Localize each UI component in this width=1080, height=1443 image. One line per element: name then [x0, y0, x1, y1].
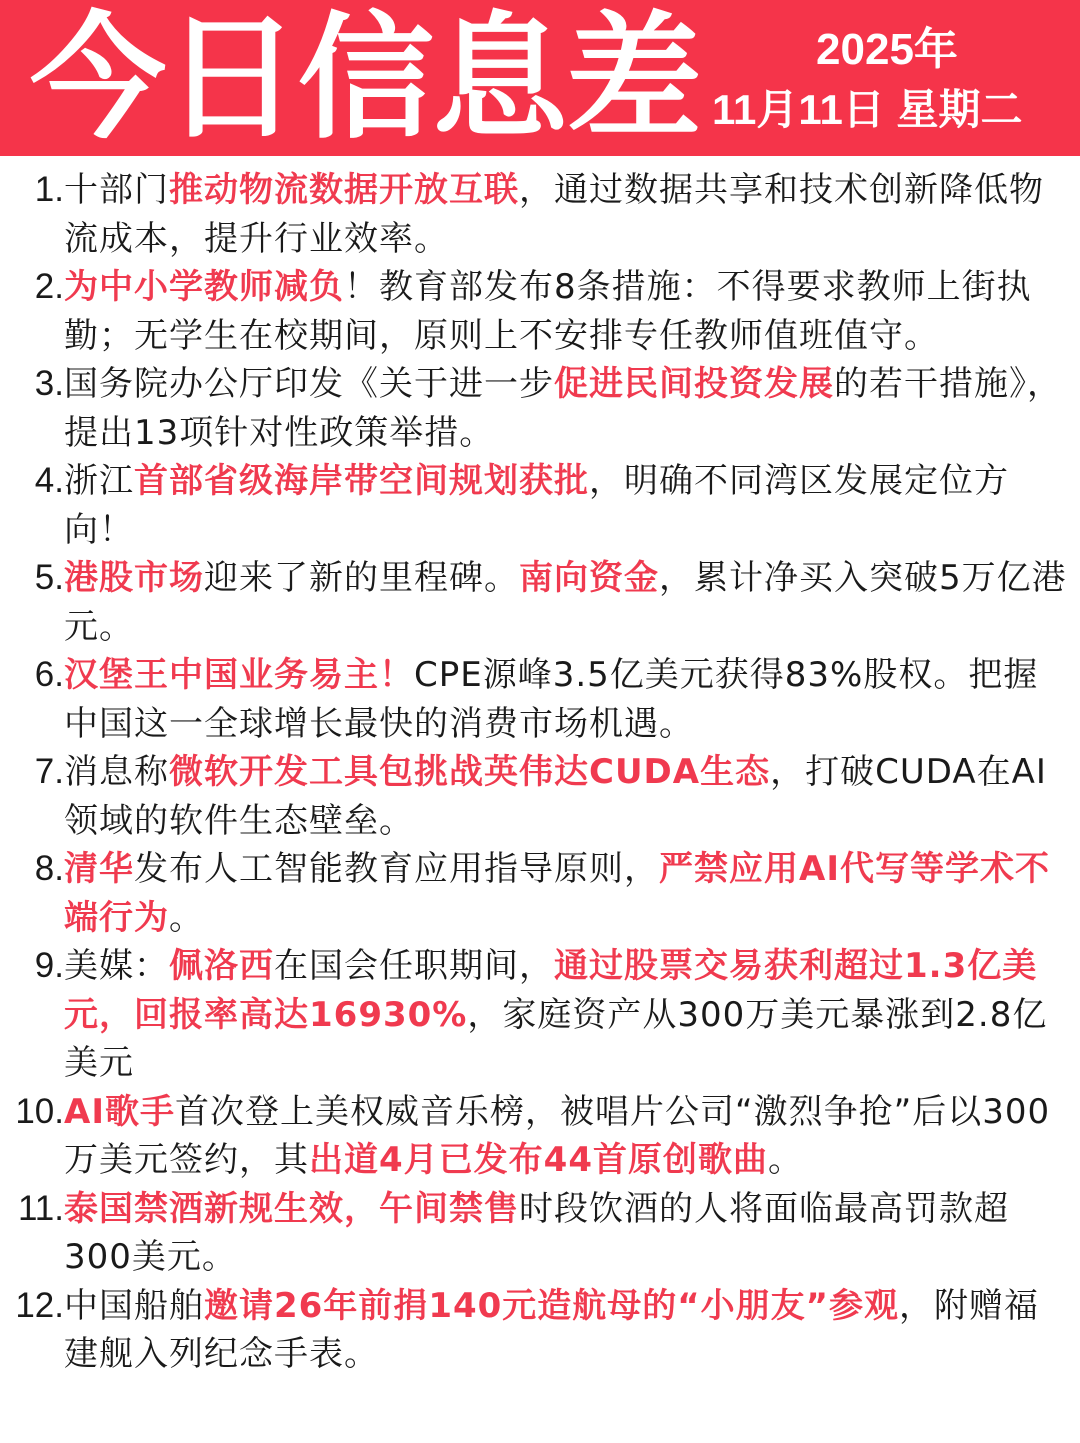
news-item: [0, 263, 1080, 360]
body-text: ，通过数据共享和技术创新降低物流成本，提升行业效率。: [64, 170, 1044, 259]
header-date: 11月11日 星期二: [712, 86, 1023, 133]
highlight-text: 微软开发工具包挑战英伟达CUDA生态: [169, 752, 771, 792]
body-text: ，明确不同湾区发展定位方向！: [64, 461, 1009, 550]
news-item: [0, 942, 1080, 1088]
body-text: ！教育部发布8条措施：不得要求教师上街执勤；无学生在校期间，原则上不安排专任教师值班值守。: [64, 267, 1032, 356]
news-item-number: 8.: [34, 849, 64, 888]
news-item-number: 6.: [34, 655, 64, 694]
news-item-text: [64, 263, 1070, 360]
highlight-text: 南向资金: [519, 558, 659, 598]
body-text: 。: [169, 897, 204, 938]
highlight-text: 佩洛西: [169, 946, 274, 986]
news-item-text: [64, 360, 1070, 457]
body-text: ，家庭资产从300万美元暴涨到2.8亿美元: [64, 994, 1048, 1083]
highlight-text: 泰国禁酒新规生效，午间禁售: [64, 1188, 519, 1229]
header-banner: [0, 0, 1080, 156]
news-item: [0, 360, 1080, 457]
news-item-number: 11.: [17, 1188, 64, 1228]
body-text: ，附赠福建舰入列纪念手表。: [64, 1285, 1039, 1374]
body-text: 的若干措施》，提出13项针对性政策举措。: [64, 364, 1062, 453]
news-item-text: [64, 845, 1070, 942]
highlight-text: AI歌手: [64, 1091, 175, 1132]
body-text: 迎来了新的里程碑。: [204, 558, 519, 598]
highlight-text: 汉堡王中国业务易主！: [64, 655, 414, 695]
highlight-text: 为中小学教师减负: [64, 267, 344, 307]
highlight-text: 邀请26年前捐140元造航母的“小朋友”参观: [204, 1285, 899, 1326]
body-text: 消息称: [64, 752, 169, 792]
news-item-text: [64, 1185, 1070, 1282]
news-item-number: 10.: [15, 1091, 64, 1131]
news-item: [0, 166, 1080, 263]
body-text: 发布人工智能教育应用指导原则，: [134, 849, 659, 889]
news-item-text: [64, 748, 1070, 845]
page-title: 今日信息差: [30, 0, 700, 156]
news-item-text: [64, 457, 1070, 554]
highlight-text: 通过股票交易获利超过1.3亿美元，回报率高达16930%: [64, 946, 1038, 1035]
news-item: [0, 457, 1080, 554]
news-item-number: 4.: [34, 461, 64, 500]
news-item: [0, 1185, 1080, 1282]
body-text: 美媒：: [64, 946, 169, 986]
highlight-text: 出道4月已发布44首原创歌曲: [309, 1140, 768, 1180]
highlight-text: 港股市场: [64, 558, 204, 598]
body-text: ，累计净买入突破5万亿港元。: [64, 558, 1067, 647]
news-item-number: 3.: [34, 364, 64, 403]
news-item-number: 5.: [34, 558, 64, 597]
news-item-text: [64, 166, 1070, 263]
highlight-text: 促进民间投资发展: [554, 364, 834, 404]
body-text: 浙江: [64, 461, 134, 501]
highlight-text: 推动物流数据开放互联: [169, 170, 519, 210]
news-item-number: 2.: [34, 267, 64, 306]
body-text: 。: [767, 1140, 803, 1180]
news-item-number: 9.: [34, 946, 64, 985]
header-year: 2025年: [816, 25, 958, 74]
body-text: 时段饮酒的人将面临最高罚款超300美元。: [64, 1188, 1009, 1277]
news-item-text: [64, 1088, 1070, 1185]
highlight-text: 首部省级海岸带空间规划获批: [134, 461, 589, 501]
news-item: [0, 748, 1080, 845]
news-list: [0, 166, 1080, 1379]
news-item-text: [64, 651, 1070, 748]
body-text: 首次登上美权威音乐榜，被唱片公司“激烈争抢”后以300万美元签约，其: [64, 1091, 1051, 1180]
news-item-number: 7.: [34, 752, 64, 791]
body-text: 十部门: [64, 170, 169, 210]
body-text: 在国会任职期间，: [274, 946, 554, 986]
news-item-number: 1.: [34, 170, 64, 209]
news-item-text: [64, 554, 1070, 651]
news-item-number: 12.: [15, 1285, 64, 1325]
body-text: 国务院办公厅印发《关于进一步: [64, 364, 554, 404]
body-text: 中国船舶: [64, 1285, 204, 1326]
news-item-text: [64, 1282, 1070, 1379]
body-text: CPE源峰3.5亿美元获得83%股权。把握中国这一全球增长最快的消费市场机遇。: [64, 655, 1039, 744]
news-item: [0, 554, 1080, 651]
news-item: [0, 1088, 1080, 1185]
highlight-text: 清华: [64, 849, 134, 889]
news-item-text: [64, 942, 1070, 1088]
highlight-text: 严禁应用AI代写等学术不端行为: [64, 849, 1050, 938]
news-item: [0, 651, 1080, 748]
body-text: ，打破CUDA在AI领域的软件生态壁垒。: [64, 752, 1047, 841]
news-item: [0, 1282, 1080, 1379]
news-item: [0, 845, 1080, 942]
